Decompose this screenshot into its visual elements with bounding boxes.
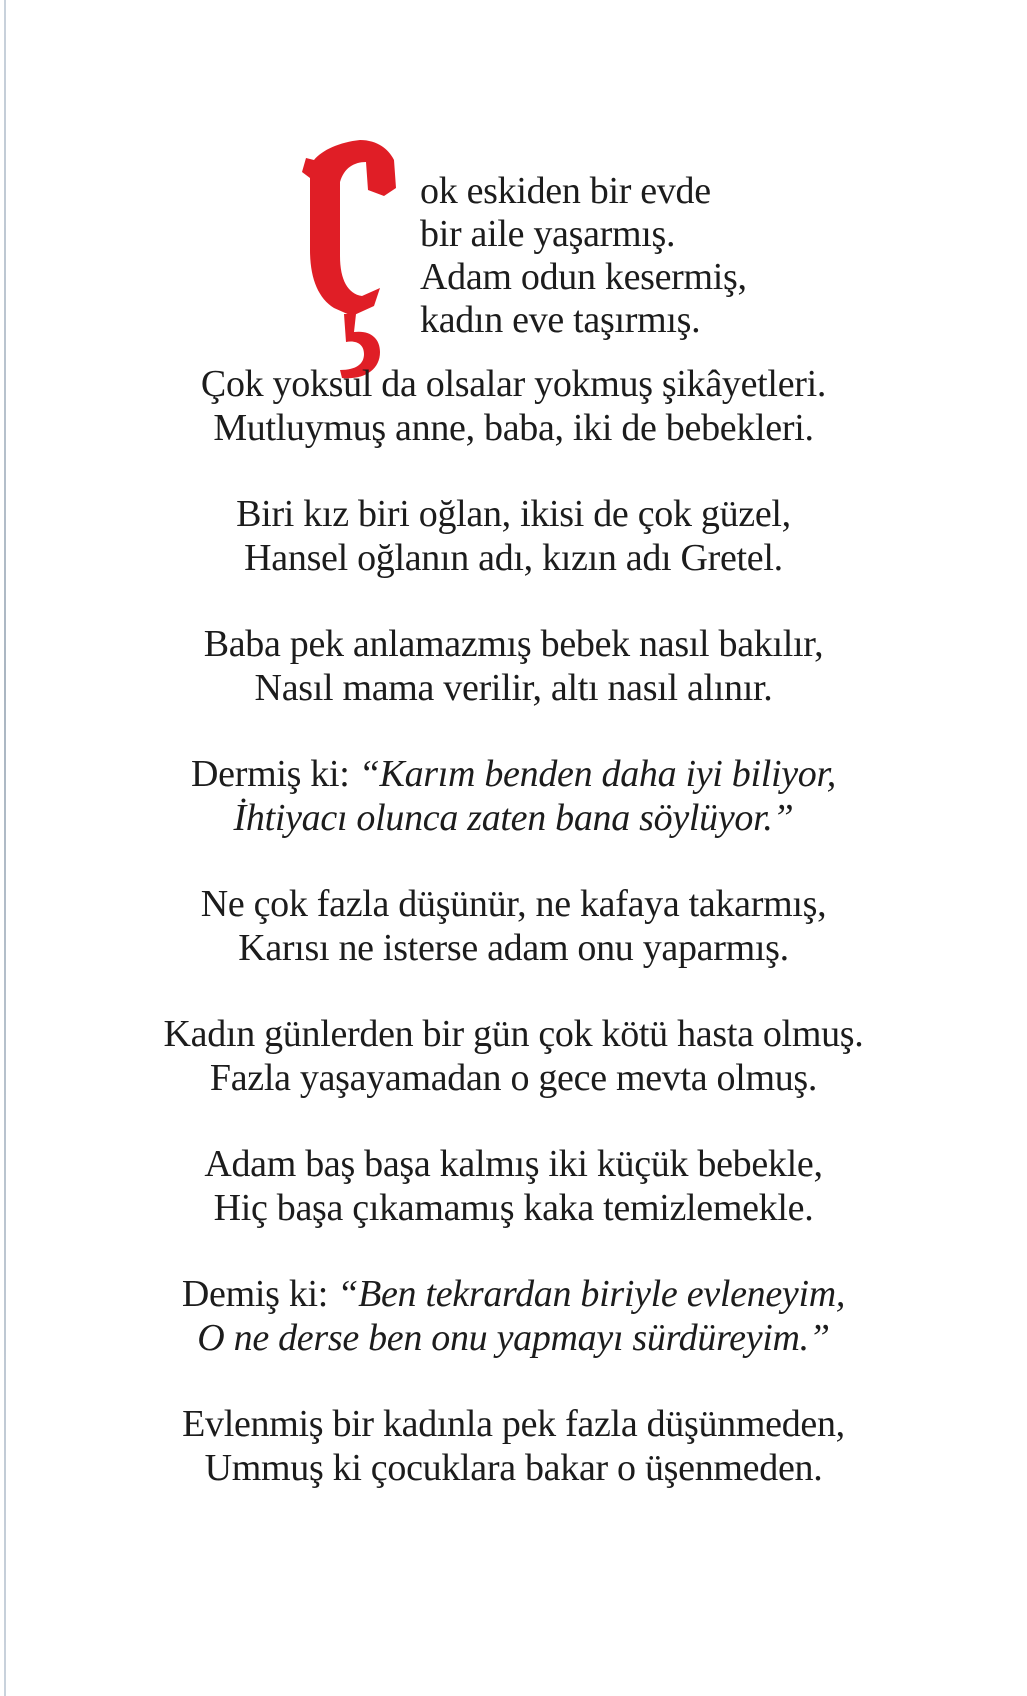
stanza-line: Kadın günlerden bir gün çok kötü hasta olmuş. (163, 1013, 864, 1055)
stanza-line: Fazla yaşayamadan o gece mevta olmuş. (209, 1057, 818, 1099)
opening-line: kadın eve taşırmış. (420, 299, 701, 341)
stanza-line: Nasıl mama verilir, altı nasıl alınır. (254, 667, 773, 709)
stanza-line: Evlenmiş bir kadınla pek fazla düşünmeden, (182, 1403, 845, 1445)
speech-intro: Dermiş ki: (191, 753, 359, 795)
opening-stanza (300, 138, 860, 388)
stanza-line: Adam baş başa kalmış iki küçük bebekle, (204, 1143, 823, 1185)
stanza-line: Hansel oğlanın adı, kızın adı Gretel. (244, 537, 783, 579)
stanza-line: Çok yoksul da olsalar yokmuş şikâyetleri. (200, 363, 827, 405)
stanza (0, 882, 1027, 970)
stanza-line: Ummuş ki çocuklara bakar o üşenmeden. (204, 1447, 823, 1489)
stanza-line: Biri kız biri oğlan, ikisi de çok güzel, (236, 493, 791, 535)
stanza (0, 1272, 1027, 1360)
opening-line: ok eskiden bir evde (420, 170, 711, 212)
stanza (0, 492, 1027, 580)
stanza (0, 622, 1027, 710)
opening-line: bir aile yaşarmış. (420, 213, 676, 255)
quoted-speech: “Karım benden daha iyi biliyor, (358, 753, 836, 795)
quoted-speech: “Ben tekrardan biriyle evleneyim, (337, 1273, 846, 1315)
stanza-line: Hiç başa çıkamamış kaka temizlemekle. (213, 1187, 814, 1229)
opening-lines (420, 170, 747, 342)
stanza (0, 1012, 1027, 1100)
opening-line: Adam odun kesermiş, (420, 256, 747, 298)
speech-intro: Demiş ki: (181, 1273, 338, 1315)
stanza-line: Ne çok fazla düşünür, ne kafaya takarmış, (200, 883, 827, 925)
stanza-line: Baba pek anlamazmış bebek nasıl bakılır, (203, 623, 824, 665)
stanza-line (0, 752, 1027, 796)
quoted-speech: İhtiyacı olunca zaten bana söylüyor.” (233, 797, 794, 839)
stanza-line (0, 1272, 1027, 1316)
drop-cap-letter (300, 138, 405, 383)
stanza-line: Karısı ne isterse adam onu yaparmış. (238, 927, 789, 969)
quoted-speech: O ne derse ben onu yapmayı sürdüreyim.” (197, 1317, 830, 1359)
stanza-line: Mutluymuş anne, baba, iki de bebekleri. (213, 407, 814, 449)
stanza (0, 362, 1027, 450)
stanza (0, 1142, 1027, 1230)
stanza (0, 752, 1027, 840)
stanza (0, 1402, 1027, 1490)
